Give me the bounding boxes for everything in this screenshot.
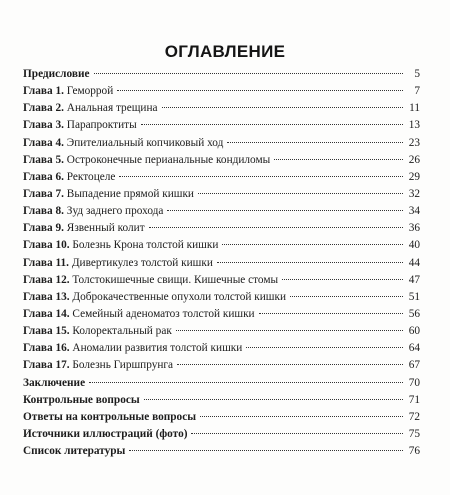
dot-leader xyxy=(94,73,403,74)
dot-leader xyxy=(129,450,403,451)
toc-entry-label xyxy=(23,323,172,340)
dot-leader xyxy=(222,244,403,245)
toc-entry-prefix: Глава 15. xyxy=(23,325,70,338)
toc-entry-chapter-9 xyxy=(23,220,420,237)
toc-entry-text: Эпителиальный копчиковый ход xyxy=(66,136,224,149)
toc-entry-prefix: Глава 3. xyxy=(23,119,64,132)
toc-entry-prefix: Глава 7. xyxy=(23,187,64,200)
toc-entry-chapter-15 xyxy=(23,323,420,340)
toc-entry-prefix: Глава 4. xyxy=(23,136,64,149)
toc-entry-prefix: Ответы на контрольные вопросы xyxy=(23,410,197,423)
toc-entry-page: 40 xyxy=(408,239,420,252)
toc-entry-page: 70 xyxy=(408,376,420,389)
toc-entry-prefix: Глава 17. xyxy=(23,359,70,372)
toc-entry-label xyxy=(23,220,145,237)
toc-entry-chapter-7 xyxy=(23,186,420,203)
toc-entry-text: Колоректальный рак xyxy=(72,325,172,338)
toc-entry-prefix: Заключение xyxy=(23,376,86,389)
toc-entry-page: 5 xyxy=(414,68,420,80)
dot-leader xyxy=(282,279,403,280)
toc-entry-label xyxy=(23,340,242,357)
toc-entry-chapter-16 xyxy=(23,340,420,357)
toc-entry-page: 29 xyxy=(408,170,420,183)
dot-leader xyxy=(162,107,403,108)
dot-leader xyxy=(167,210,403,211)
toc-entry-prefix: Глава 2. xyxy=(23,102,64,115)
toc-entry-page: 23 xyxy=(408,136,420,149)
toc-entry-page: 44 xyxy=(408,256,420,269)
toc-entry-text: Парапроктиты xyxy=(66,119,137,132)
toc-entry-label xyxy=(23,83,113,100)
toc-entry-page: 34 xyxy=(408,205,420,218)
toc-entry-chapter-8 xyxy=(23,203,420,220)
toc-entry-text: Доброкачественные опухоли толстой кишки xyxy=(72,290,287,303)
toc-entry-text: Болезнь Крона толстой кишки xyxy=(72,239,219,252)
toc-entry-page: 13 xyxy=(408,119,420,132)
toc-entry-page: 76 xyxy=(408,445,420,458)
toc-title: ОГЛАВЛЕНИЕ xyxy=(164,42,286,61)
toc-entry-label xyxy=(23,426,187,443)
toc-entry-prefix: Глава 11. xyxy=(23,256,69,269)
toc-entry-prefix: Глава 10. xyxy=(23,239,70,252)
toc-entry-label xyxy=(23,203,163,220)
toc-entry-page: 47 xyxy=(408,273,420,286)
dot-leader xyxy=(89,382,403,383)
toc-entry-page: 56 xyxy=(408,307,420,320)
toc-entry-chapter-17 xyxy=(23,357,420,374)
toc-entry-prefix: Контрольные вопросы xyxy=(23,393,140,406)
toc-entry-text: Дивертикулез толстой кишки xyxy=(71,256,213,269)
toc-list xyxy=(23,66,420,460)
dot-leader xyxy=(217,262,403,263)
toc-entry-chapter-5 xyxy=(23,152,420,169)
dot-leader xyxy=(119,176,403,177)
toc-entry-chapter-10 xyxy=(23,237,420,254)
toc-entry-text: Толстокишечные свищи. Кишечные стомы xyxy=(72,273,279,286)
toc-entry-page: 11 xyxy=(409,102,420,115)
toc-entry-chapter-1 xyxy=(23,83,420,100)
toc-entry-prefix: Глава 6. xyxy=(23,170,64,183)
toc-entry-prefix: Источники иллюстраций (фото) xyxy=(23,427,188,440)
dot-leader xyxy=(198,193,403,194)
toc-entry-label xyxy=(23,357,173,374)
toc-entry-illustration-sources xyxy=(23,426,420,443)
toc-entry-text: Геморрой xyxy=(66,85,114,98)
toc-entry-label xyxy=(23,135,223,152)
toc-entry-prefix: Глава 9. xyxy=(23,222,64,235)
toc-entry-label xyxy=(23,272,278,289)
toc-entry-label xyxy=(23,409,196,426)
toc-entry-label xyxy=(23,443,125,460)
toc-entry-chapter-12 xyxy=(23,272,420,289)
toc-entry-page: 75 xyxy=(408,427,420,440)
toc-entry-bibliography xyxy=(23,443,420,460)
toc-entry-text: Аномалии развития толстой кишки xyxy=(72,342,243,355)
toc-entry-text: Остроконечные перианальные кондиломы xyxy=(66,153,271,166)
dot-leader xyxy=(259,313,403,314)
toc-entry-label xyxy=(23,306,255,323)
toc-entry-label xyxy=(23,117,137,134)
dot-leader xyxy=(191,433,403,434)
toc-entry-page: 67 xyxy=(408,359,420,372)
toc-entry-prefix: Предисловие xyxy=(23,68,90,80)
dot-leader xyxy=(149,227,403,228)
toc-entry-page: 7 xyxy=(414,85,420,98)
toc-entry-text: Выпадение прямой кишки xyxy=(66,187,194,200)
toc-entry-chapter-3 xyxy=(23,117,420,134)
dot-leader xyxy=(117,90,403,91)
toc-entry-conclusion xyxy=(23,375,420,392)
dot-leader xyxy=(176,330,403,331)
toc-entry-label xyxy=(23,186,194,203)
toc-entry-control-questions xyxy=(23,392,420,409)
toc-entry-chapter-13 xyxy=(23,289,420,306)
toc-entry-preface xyxy=(23,66,420,83)
toc-entry-page: 51 xyxy=(408,290,420,303)
dot-leader xyxy=(246,347,403,348)
toc-entry-prefix: Глава 12. xyxy=(23,273,70,286)
toc-entry-page: 60 xyxy=(408,325,420,338)
toc-entry-label xyxy=(23,66,90,83)
toc-entry-label xyxy=(23,100,158,117)
dot-leader xyxy=(290,296,403,297)
toc-entry-label xyxy=(23,255,213,272)
toc-entry-prefix: Глава 1. xyxy=(23,85,64,98)
toc-entry-text: Анальная трещина xyxy=(66,102,158,115)
dot-leader xyxy=(177,364,403,365)
toc-entry-text: Болезнь Гиршпрунга xyxy=(72,359,174,372)
toc-entry-prefix: Глава 5. xyxy=(23,153,64,166)
toc-entry-chapter-2 xyxy=(23,100,420,117)
toc-entry-label xyxy=(23,289,286,306)
toc-entry-page: 26 xyxy=(408,153,420,166)
toc-entry-page: 72 xyxy=(408,410,420,423)
toc-entry-text: Семейный аденоматоз толстой кишки xyxy=(72,307,255,320)
toc-entry-prefix: Глава 8. xyxy=(23,205,64,218)
toc-entry-text: Ректоцеле xyxy=(66,170,116,183)
toc-entry-label xyxy=(23,392,140,409)
dot-leader xyxy=(200,416,403,417)
dot-leader xyxy=(274,159,403,160)
dot-leader xyxy=(141,124,403,125)
toc-entry-page: 71 xyxy=(408,393,420,406)
toc-entry-chapter-14 xyxy=(23,306,420,323)
toc-entry-page: 64 xyxy=(408,342,420,355)
toc-entry-label xyxy=(23,169,115,186)
toc-entry-prefix: Глава 14. xyxy=(23,307,70,320)
toc-entry-label xyxy=(23,152,270,169)
toc-entry-answers xyxy=(23,409,420,426)
toc-entry-prefix: Глава 13. xyxy=(23,290,70,303)
toc-entry-page: 32 xyxy=(408,187,420,200)
toc-entry-chapter-4 xyxy=(23,135,420,152)
toc-entry-text: Зуд заднего прохода xyxy=(66,205,164,218)
toc-entry-chapter-6 xyxy=(23,169,420,186)
dot-leader xyxy=(227,142,403,143)
toc-entry-chapter-11 xyxy=(23,255,420,272)
dot-leader xyxy=(144,399,403,400)
toc-entry-label xyxy=(23,375,85,392)
toc-entry-text: Язвенный колит xyxy=(66,222,145,235)
toc-entry-prefix: Список литературы xyxy=(23,445,126,458)
toc-entry-label xyxy=(23,237,218,254)
toc-entry-prefix: Глава 16. xyxy=(23,342,70,355)
toc-entry-page: 36 xyxy=(408,222,420,235)
